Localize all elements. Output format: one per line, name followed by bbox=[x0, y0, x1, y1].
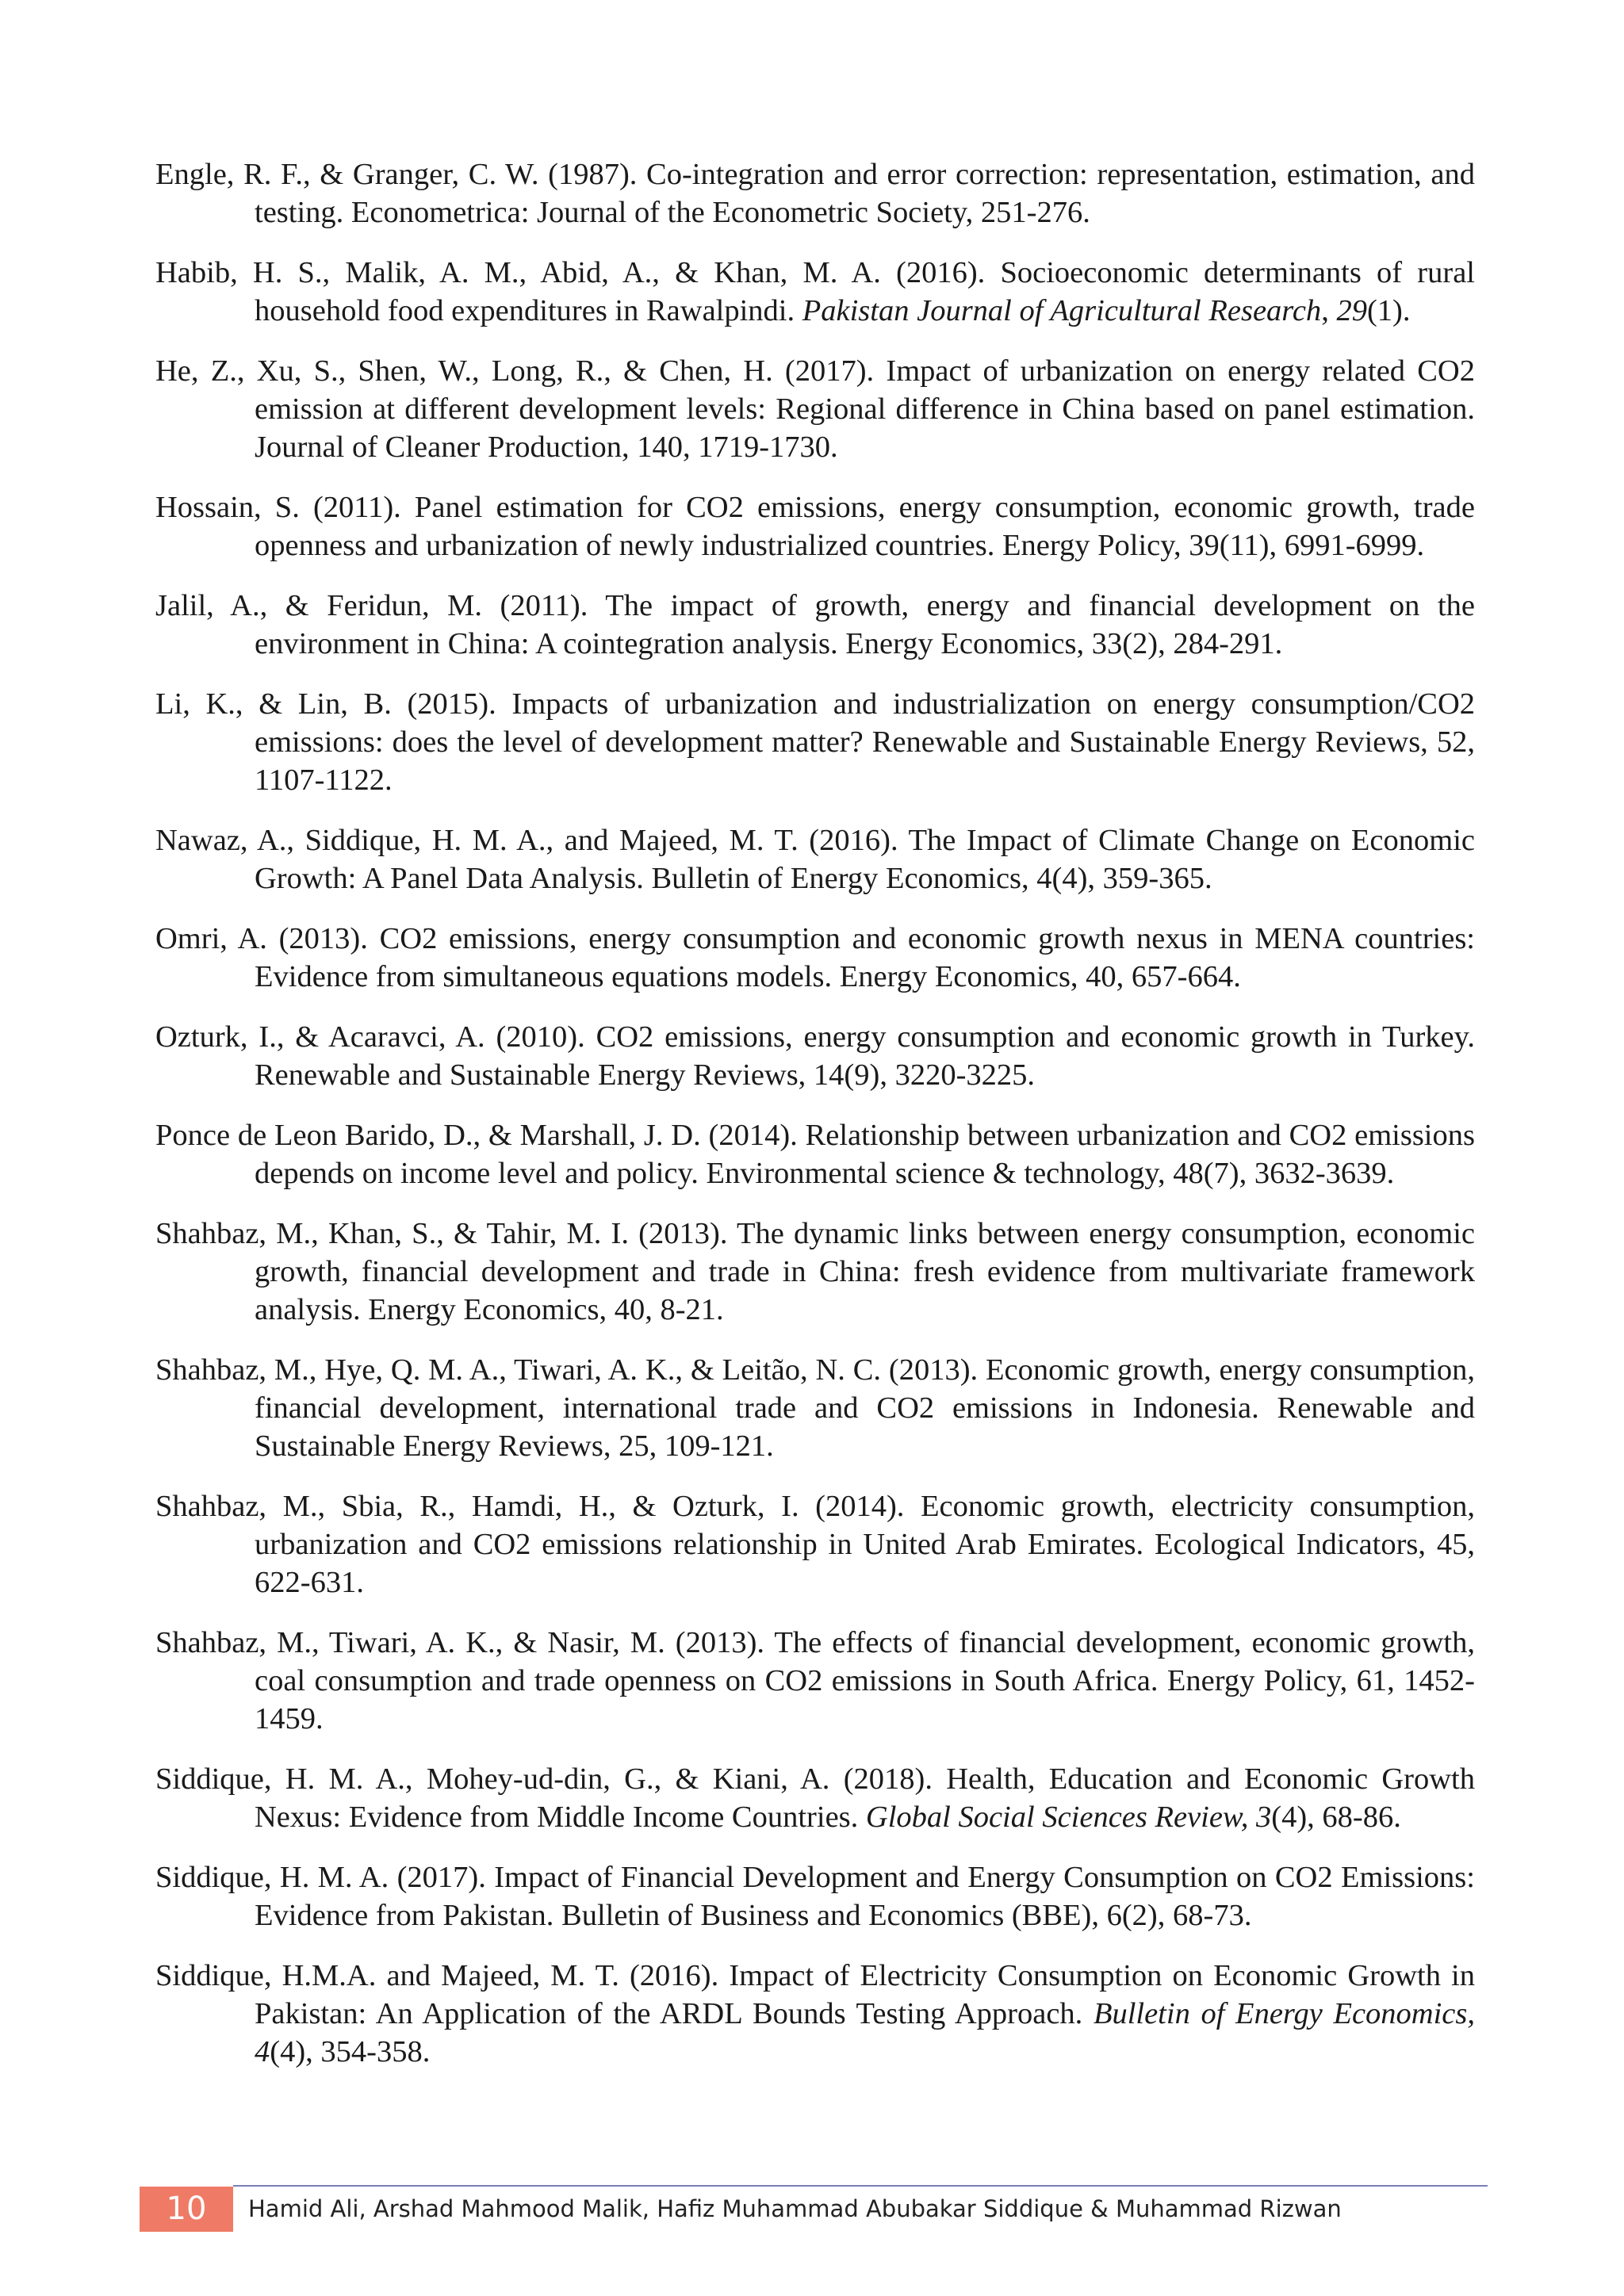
reference-entry bbox=[155, 352, 1475, 466]
reference-text: Habib, H. S., Malik, A. M., Abid, A., & Khan, M. A. (2016). Socioeconomic determinants of rural household food expenditures in Rawalpindi. bbox=[155, 256, 1475, 327]
reference-text: Siddique, H. M. A. (2017). Impact of Financial Development and Energy Consumption on CO2 Emissions: Evidence from Pakistan. Bulletin of Business and Economics (BBE), 6(2), 68-73. bbox=[155, 1861, 1475, 1932]
reference-entry bbox=[155, 685, 1475, 799]
reference-entry bbox=[155, 821, 1475, 897]
reference-text: Hossain, S. (2011). Panel estimation for CO2 emissions, energy consumption, economic growth, trade openness and urbanization of newly industrialized countries. Energy Policy, 39(11), 6991-6999. bbox=[155, 491, 1475, 562]
page-number: 10 bbox=[140, 2187, 233, 2232]
footer-authors: Hamid Ali, Arshad Mahmood Malik, Hafiz Muhammad Abubakar Siddique & Muhammad Rizwan bbox=[248, 2195, 1342, 2222]
reference-italic-text: Global Social Sciences Review, 3 bbox=[865, 1800, 1272, 1834]
reference-text: Shahbaz, M., Tiwari, A. K., & Nasir, M. (2013). The effects of financial development, economic growth, coal consumption and trade openness on CO2 emissions in South Africa. Energy Policy, 61, 1452-1459. bbox=[155, 1626, 1475, 1735]
reference-text: Ponce de Leon Barido, D., & Marshall, J. D. (2014). Relationship between urbanization and CO2 emissions depends on income level and policy. Environmental science & technology, 48(7), 3632-3639. bbox=[155, 1119, 1475, 1190]
reference-text: , bbox=[1321, 294, 1337, 327]
reference-entry bbox=[155, 488, 1475, 564]
reference-italic-text: 29 bbox=[1336, 294, 1367, 327]
reference-text: Shahbaz, M., Khan, S., & Tahir, M. I. (2013). The dynamic links between energy consumption, economic growth, financial development and trade in China: fresh evidence from multivariate framework analysis. Energy Economics, 40, 8-21. bbox=[155, 1217, 1475, 1326]
reference-list bbox=[155, 155, 1475, 2093]
reference-entry bbox=[155, 587, 1475, 663]
reference-entry bbox=[155, 1351, 1475, 1465]
reference-entry bbox=[155, 1624, 1475, 1738]
reference-text: (4), 68-86. bbox=[1271, 1800, 1401, 1834]
reference-text: Nawaz, A., Siddique, H. M. A., and Majeed, M. T. (2016). The Impact of Climate Change on Economic Growth: A Panel Data Analysis. Bulletin of Energy Economics, 4(4), 359-365. bbox=[155, 824, 1475, 895]
reference-text: Siddique, H.M.A. and Majeed, M. T. (2016). Impact of Electricity Consumption on Economic Growth in Pakistan: An Application of the ARDL Bounds Testing Approach. bbox=[155, 1959, 1475, 2030]
reference-entry bbox=[155, 1957, 1475, 2071]
page-footer bbox=[140, 2185, 1488, 2233]
reference-text: Omri, A. (2013). CO2 emissions, energy consumption and economic growth nexus in MENA countries: Evidence from simultaneous equations models. Energy Economics, 40, 657-664. bbox=[155, 922, 1475, 993]
reference-text: Jalil, A., & Feridun, M. (2011). The impact of growth, energy and financial development on the environment in China: A cointegration analysis. Energy Economics, 33(2), 284-291. bbox=[155, 589, 1475, 660]
reference-entry bbox=[155, 920, 1475, 996]
reference-text: Li, K., & Lin, B. (2015). Impacts of urbanization and industrialization on energy consumption/CO2 emissions: does the level of development matter? Renewable and Sustainable Energy Reviews, 52, 1107-1122. bbox=[155, 687, 1475, 797]
reference-entry bbox=[155, 1215, 1475, 1329]
reference-text: (4), 354-358. bbox=[270, 2035, 431, 2068]
reference-entry bbox=[155, 1487, 1475, 1601]
reference-text: Engle, R. F., & Granger, C. W. (1987). Co-integration and error correction: representation, estimation, and testing. Econometrica: Journal of the Econometric Society, 251-276. bbox=[155, 158, 1475, 229]
reference-text: He, Z., Xu, S., Shen, W., Long, R., & Chen, H. (2017). Impact of urbanization on energy related CO2 emission at different development levels: Regional difference in China based on panel estimation. Journal of Cleaner Production, 140, 1719-1730. bbox=[155, 354, 1475, 464]
reference-entry bbox=[155, 155, 1475, 232]
reference-entry bbox=[155, 1116, 1475, 1192]
reference-entry bbox=[155, 1858, 1475, 1934]
footer-rule bbox=[233, 2185, 1488, 2187]
reference-text: (1). bbox=[1366, 294, 1411, 327]
reference-text: Shahbaz, M., Sbia, R., Hamdi, H., & Ozturk, I. (2014). Economic growth, electricity consumption, urbanization and CO2 emissions relationship in United Arab Emirates. Ecological Indicators, 45, 622-631. bbox=[155, 1490, 1475, 1599]
reference-entry bbox=[155, 254, 1475, 330]
reference-text: Ozturk, I., & Acaravci, A. (2010). CO2 emissions, energy consumption and economic growth in Turkey. Renewable and Sustainable Energy Reviews, 14(9), 3220-3225. bbox=[155, 1020, 1475, 1092]
reference-italic-text: Pakistan Journal of Agricultural Research bbox=[802, 294, 1322, 327]
reference-entry bbox=[155, 1018, 1475, 1094]
reference-entry bbox=[155, 1760, 1475, 1836]
reference-text: Shahbaz, M., Hye, Q. M. A., Tiwari, A. K., & Leitão, N. C. (2013). Economic growth, energy consumption, financial development, international trade and CO2 emissions in Indonesia. Renewable and Sustainable Energy Reviews, 25, 109-121. bbox=[155, 1353, 1475, 1463]
reference-text: Siddique, H. M. A., Mohey-ud-din, G., & Kiani, A. (2018). Health, Education and Economic Growth Nexus: Evidence from Middle Income Countries. bbox=[155, 1762, 1475, 1834]
reference-italic-text: Bulletin of Energy Economics, 4 bbox=[255, 1997, 1476, 2068]
